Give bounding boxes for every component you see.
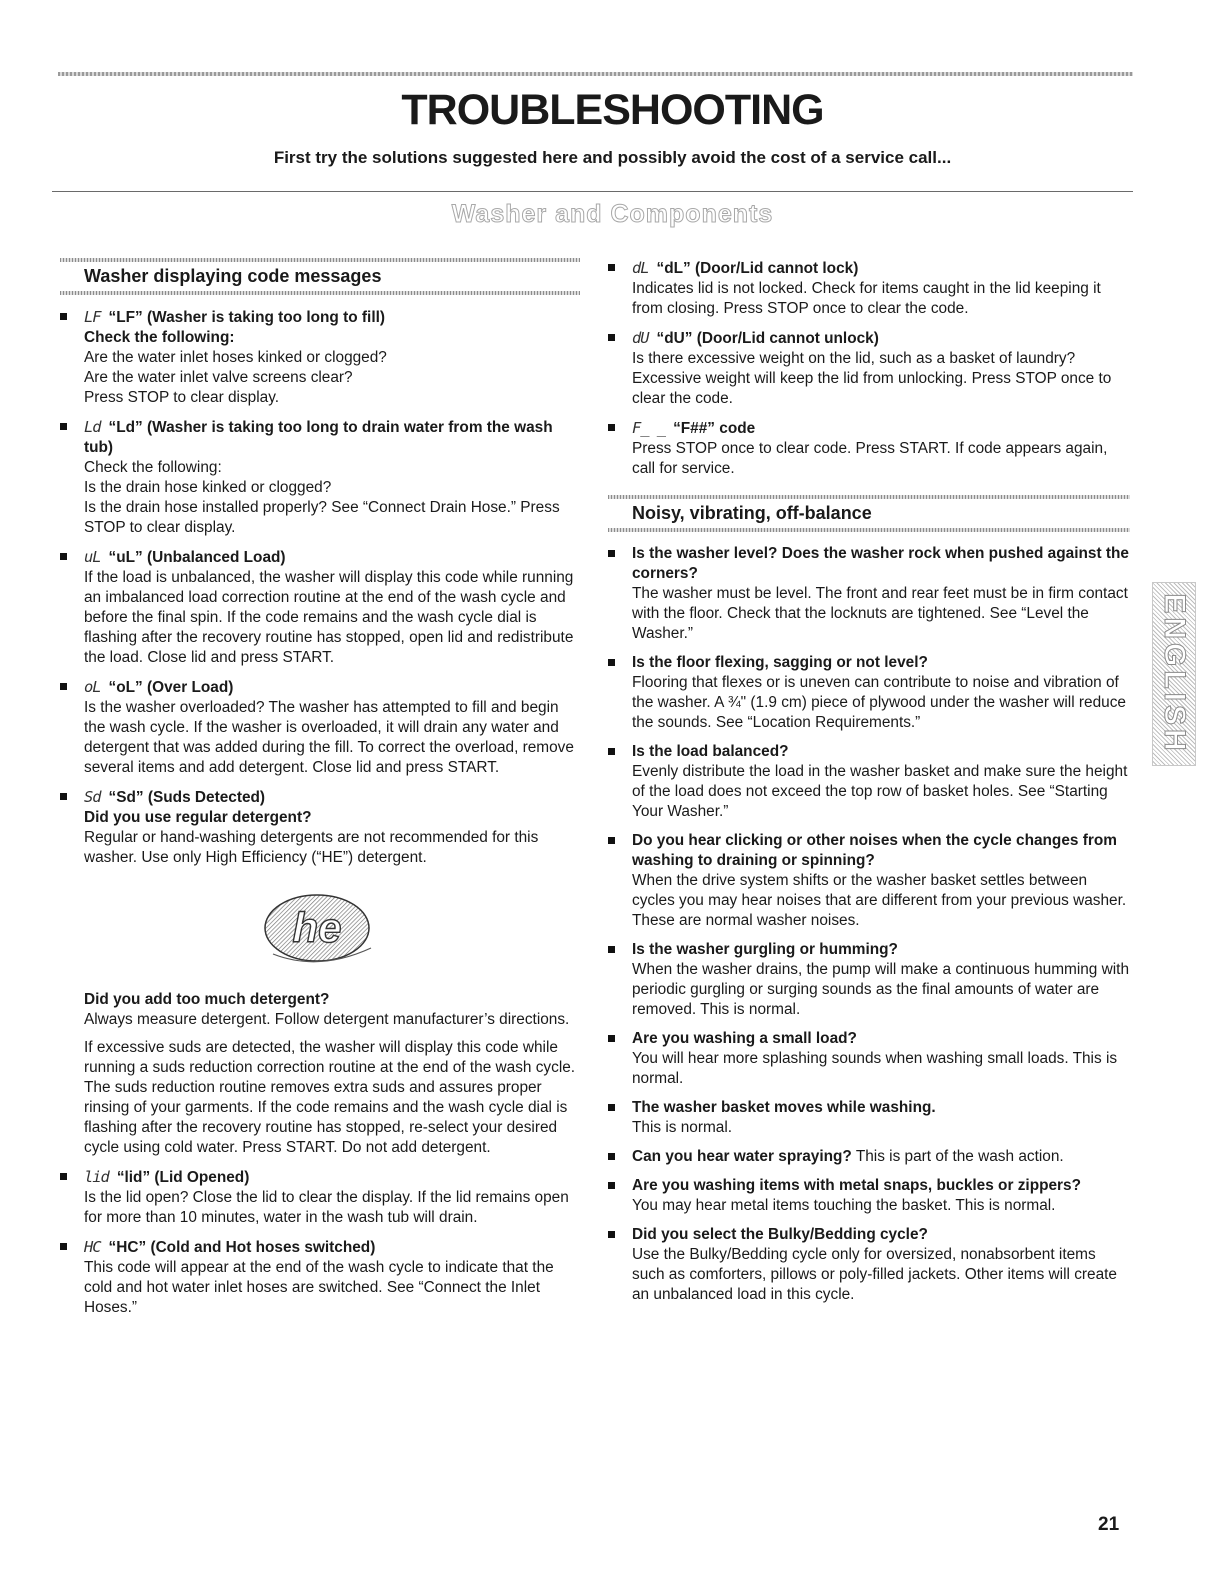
code-title — [84, 549, 286, 566]
noise-question: Do you hear clicking or other noises when the cycle changes from washing to draining or spinning? — [632, 832, 1117, 869]
code-body: Indicates lid is not locked. Check for items caught in the lid keeping it from closing. Press STOP once to clear the code. — [632, 280, 1101, 317]
noise-item-spraying — [608, 1147, 1130, 1167]
code-item-lid — [60, 1167, 580, 1228]
ld-code-icon: Ld — [84, 418, 101, 436]
left-column — [60, 258, 580, 1327]
code-answer: If excessive suds are detected, the washer will display this code while running a suds reduction correction routine at the end of the wash cycle. The suds reduction routine removes extra suds and assures proper rinsing of your garments. If the code remains and the wash cycle dial is flashing after the recovery routine has stopped, re-select your desired cycle using cold water. Press START. Do not add detergent. — [84, 1039, 576, 1156]
code-item-sd — [60, 787, 580, 1158]
side-tab-text: ENGLISH — [1158, 593, 1191, 755]
bullet-icon — [608, 946, 615, 953]
bullet-icon — [608, 1104, 615, 1111]
code-title — [84, 1169, 249, 1186]
noise-question: Can you hear water spraying? — [632, 1148, 852, 1165]
noise-item-gurgling — [608, 940, 1130, 1020]
subtitle-rule — [52, 191, 1133, 192]
page-title: TROUBLESHOOTING — [401, 86, 824, 134]
code-title-text: “HC” (Cold and Hot hoses switched) — [108, 1239, 376, 1256]
code-item-du — [608, 328, 1130, 409]
code-body: This code will appear at the end of the wash cycle to indicate that the cold and hot water inlet hoses are switched. See “Connect the Inlet Hoses.” — [84, 1259, 554, 1316]
noise-item-level — [608, 544, 1130, 644]
language-side-tab — [1152, 582, 1196, 766]
code-list — [60, 307, 580, 1318]
he-logo-icon — [259, 892, 379, 968]
code-title — [632, 420, 755, 437]
heading-text: Noisy, vibrating, off-balance — [632, 503, 872, 523]
bullet-icon — [608, 550, 615, 557]
noise-item-basket-moves — [608, 1098, 1130, 1138]
bullet-icon — [608, 659, 615, 666]
hatch-rule — [608, 528, 1130, 532]
noise-answer: You may hear metal items touching the basket. This is normal. — [632, 1197, 1056, 1214]
code-item-f — [608, 418, 1130, 479]
bullet-icon — [608, 424, 615, 431]
code-title — [84, 789, 265, 806]
code-line: Is the drain hose kinked or clogged? — [84, 479, 332, 496]
bullet-icon — [608, 264, 615, 271]
noise-answer: Use the Bulky/Bedding cycle only for oversized, nonabsorbent items such as comforters, pillows or poly-filled jackets. Other items will create an unbalanced load in this cycle. — [632, 1246, 1117, 1303]
noise-answer: This is part of the wash action. — [855, 1148, 1064, 1165]
noise-item-small-load — [608, 1029, 1130, 1089]
noise-question: Is the load balanced? — [632, 743, 789, 760]
ul-code-icon: uL — [84, 548, 101, 566]
code-item-ld — [60, 417, 580, 538]
bullet-icon — [608, 1153, 615, 1160]
noise-answer: Flooring that flexes or is uneven can contribute to noise and vibration of the washer. A ¾" (1.9 cm) piece of plywood under the washer will reduce the sounds. See “Location Requirements.” — [632, 674, 1126, 731]
code-title — [84, 309, 385, 326]
code-body: Is the lid open? Close the lid to clear the display. If the lid remains open for more than 10 minutes, water in the wash tub will drain. — [84, 1189, 569, 1226]
noise-question: Is the floor flexing, sagging or not level? — [632, 654, 928, 671]
code-item-hc — [60, 1237, 580, 1318]
code-title — [84, 419, 553, 456]
heading-noisy — [608, 495, 1130, 532]
code-title — [84, 679, 233, 696]
noise-item-balanced — [608, 742, 1130, 822]
noise-item-bulky — [608, 1225, 1130, 1305]
code-item-ol — [60, 677, 580, 778]
code-title-text: “dL” (Door/Lid cannot lock) — [656, 260, 859, 277]
code-title — [84, 1239, 375, 1256]
noise-question: Did you select the Bulky/Bedding cycle? — [632, 1226, 928, 1243]
bullet-icon — [60, 553, 67, 560]
hc-code-icon: HC — [84, 1238, 101, 1256]
code-title-text: “F##” code — [673, 420, 756, 437]
noise-answer: You will hear more splashing sounds when washing small loads. This is normal. — [632, 1050, 1118, 1087]
code-title-text: “LF” (Washer is taking too long to fill) — [108, 309, 385, 326]
code-title-text: “oL” (Over Load) — [108, 679, 234, 696]
code-title — [632, 330, 879, 347]
bullet-icon — [608, 837, 615, 844]
code-title-text: “uL” (Unbalanced Load) — [108, 549, 286, 566]
noise-answer: Evenly distribute the load in the washer basket and make sure the height of the load does not exceed the top row of basket holes. See “Starting Your Washer.” — [632, 763, 1128, 820]
bullet-icon — [608, 1231, 615, 1238]
bullet-icon — [60, 423, 67, 430]
code-title-text: “lid” (Lid Opened) — [116, 1169, 250, 1186]
code-item-dl — [608, 258, 1130, 319]
bullet-icon — [608, 748, 615, 755]
hatch-rule — [60, 291, 580, 295]
code-line: Are the water inlet valve screens clear? — [84, 369, 353, 386]
code-list-continued — [608, 258, 1130, 479]
sd-code-icon: Sd — [84, 788, 101, 806]
code-body: If the load is unbalanced, the washer will display this code while running an imbalanced load correction routine at the end of the wash cycle and before the final spin. If the code remains and the wash cycle dial is flashing after the recovery routine has stopped, open lid and redistribute the load. Close lid and press START. — [84, 569, 574, 666]
noise-question: The washer basket moves while washing. — [632, 1099, 936, 1116]
du-code-icon: dU — [632, 329, 649, 347]
code-answer: Always measure detergent. Follow detergent manufacturer’s directions. — [84, 1011, 570, 1028]
code-line: Are the water inlet hoses kinked or clogged? — [84, 349, 387, 366]
code-subtitle: Check the following: — [84, 329, 235, 346]
code-question: Did you use regular detergent? — [84, 809, 312, 826]
noise-answer: When the drive system shifts or the washer basket settles between cycles you may hear noises that are different from your previous washer. These are normal washer noises. — [632, 872, 1127, 929]
code-body: Is there excessive weight on the lid, such as a basket of laundry? Excessive weight will keep the lid from unlocking. Press STOP once to clear the code. — [632, 350, 1112, 407]
bullet-icon — [60, 1243, 67, 1250]
he-logo-text: he — [292, 904, 342, 951]
code-question: Did you add too much detergent? — [84, 991, 330, 1008]
noise-list — [608, 544, 1130, 1305]
bullet-icon — [60, 1173, 67, 1180]
bullet-icon — [608, 1035, 615, 1042]
lf-code-icon: LF — [84, 308, 101, 326]
bullet-icon — [60, 313, 67, 320]
noise-item-clicking — [608, 831, 1130, 931]
code-item-lf — [60, 307, 580, 408]
heading-text: Washer displaying code messages — [84, 266, 382, 286]
section-title: Washer and Components — [451, 200, 774, 228]
noise-question: Is the washer gurgling or humming? — [632, 941, 898, 958]
page-subtitle: First try the solutions suggested here and possibly avoid the cost of a service call... — [273, 148, 952, 167]
code-body: Is the washer overloaded? The washer has attempted to fill and begin the wash cycle. If the washer is overloaded, it will drain any water and detergent that was added during the fill. To correct the overload, remove several items and add detergent. Close lid and press START. — [84, 699, 574, 776]
f-code-icon: F_ _ — [632, 419, 666, 437]
top-rule — [58, 72, 1133, 76]
noise-answer: When the washer drains, the pump will make a continuous humming with periodic gurgling or surging sounds as the final amounts of water are removed. This is normal. — [632, 961, 1130, 1018]
right-column — [608, 258, 1130, 1314]
code-body: Press STOP once to clear code. Press START. If code appears again, call for service. — [632, 440, 1108, 477]
code-line: Check the following: — [84, 459, 222, 476]
code-item-ul — [60, 547, 580, 668]
noise-question: Are you washing items with metal snaps, buckles or zippers? — [632, 1177, 1082, 1194]
code-title — [632, 260, 858, 277]
noise-answer: The washer must be level. The front and rear feet must be in firm contact with the floor. Check that the locknuts are tightened. See “Level the Washer.” — [632, 585, 1128, 642]
noise-question: Are you washing a small load? — [632, 1030, 857, 1047]
code-title-text: “Sd” (Suds Detected) — [108, 789, 266, 806]
code-title-text: “dU” (Door/Lid cannot unlock) — [656, 330, 879, 347]
bullet-icon — [608, 1182, 615, 1189]
code-line: Is the drain hose installed properly? See “Connect Drain Hose.” Press STOP to clear display. — [84, 499, 560, 536]
noise-answer: This is normal. — [632, 1119, 733, 1136]
code-title-text: “Ld” (Washer is taking too long to drain water from the wash tub) — [84, 419, 553, 456]
heading-code-messages — [60, 258, 580, 295]
dl-code-icon: dL — [632, 259, 649, 277]
noise-question: Is the washer level? Does the washer rock when pushed against the corners? — [632, 545, 1129, 582]
page-number: 21 — [1098, 1514, 1120, 1535]
lid-code-icon: lid — [84, 1168, 109, 1186]
noise-item-metal — [608, 1176, 1130, 1216]
code-line: Press STOP to clear display. — [84, 389, 280, 406]
bullet-icon — [60, 793, 67, 800]
code-answer: Regular or hand-washing detergents are not recommended for this washer. Use only High Efficiency (“HE”) detergent. — [84, 829, 539, 866]
bullet-icon — [608, 334, 615, 341]
ol-code-icon: oL — [84, 678, 101, 696]
bullet-icon — [60, 683, 67, 690]
noise-item-floor — [608, 653, 1130, 733]
